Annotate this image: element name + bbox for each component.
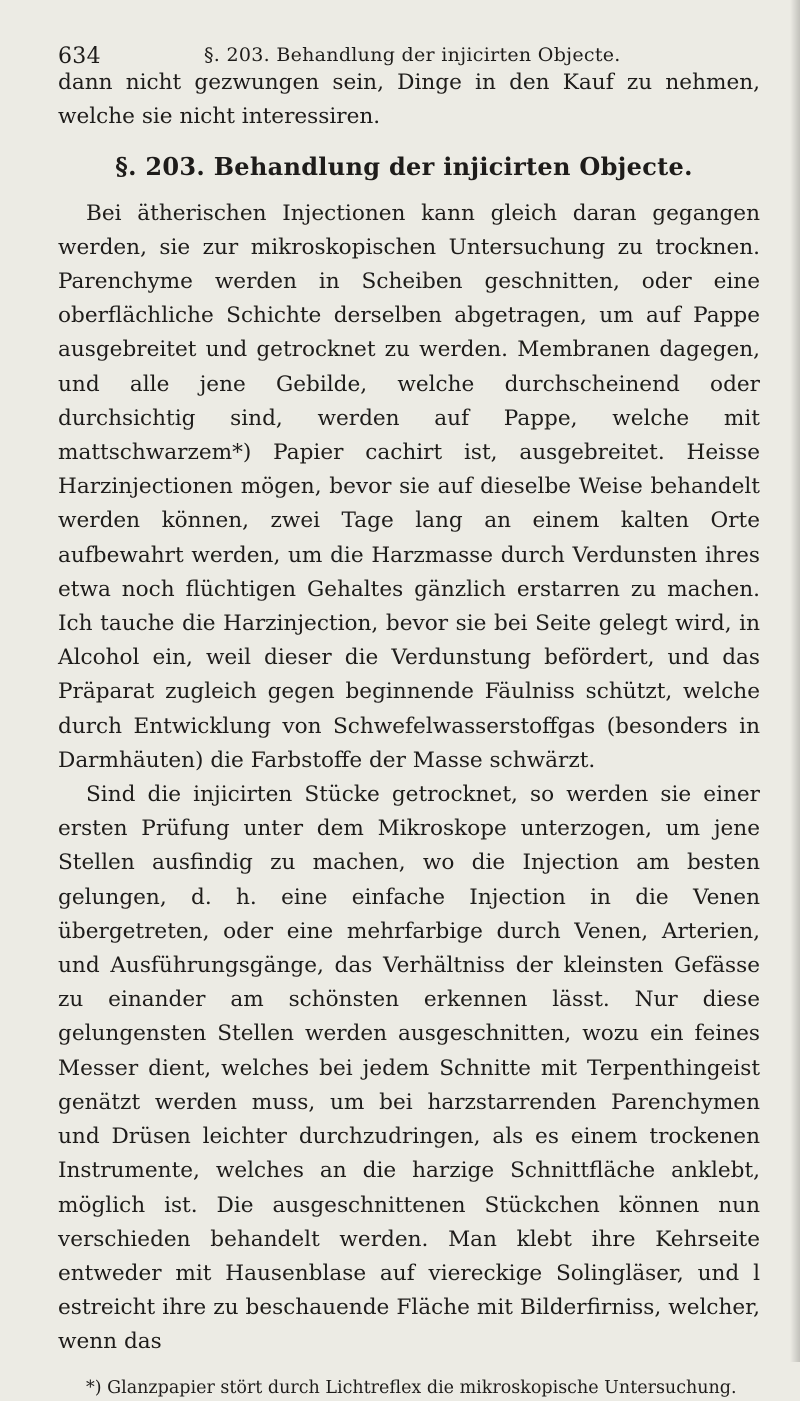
footnote-text: Glanzpapier stört durch Lichtreflex die mikroskopische Untersuchung. bbox=[107, 1377, 737, 1398]
running-title: §. 203. Behandlung der injicirten Objecte. bbox=[204, 44, 621, 66]
footnote-mark: *) bbox=[86, 1377, 102, 1398]
paragraph: Sind die injicirten Stücke getrocknet, so werden sie einer ersten Prüfung unter dem Mikroskope unterzogen, um jene Stellen ausfindig zu machen, wo die Injection am besten gelungen, d. h. eine einfache Injection in die Venen übergetreten, oder eine mehrfarbige durch Venen, Arterien, und Ausführungsgänge, das Verhältniss der kleinsten Gefässe zu einander am schönsten erkennen lässt. Nur diese gelungensten Stellen werden ausgeschnitten, wozu ein feines Messer dient, welches bei jedem Schnitte mit Terpenthingeist genätzt werden muss, um bei harzstarrenden Parenchymen und Drüsen leichter durchzudringen, als es einem trockenen Instrumente, welches an die harzige Schnittfläche anklebt, möglich ist. Die ausgeschnittenen Stückchen können nun verschieden behandelt werden. Man klebt ihre Kehrseite entweder mit Hausenblase auf viereckige Solingläser, und l estreicht ihre zu beschauende Fläche mit Bilderfirniss, welcher, wenn das bbox=[58, 782, 760, 1355]
paragraph-continuation: dann nicht gezwungen sein, Dinge in den Kauf zu nehmen, welche sie nicht interessiren. bbox=[58, 70, 760, 130]
running-header bbox=[58, 30, 760, 69]
paragraph: Bei ätherischen Injectionen kann gleich daran gegangen werden, sie zur mikroskopischen Untersuchung zu trocknen. Parenchyme werden in Scheiben geschnitten, oder eine oberflächliche Schichte derselben abgetragen, um auf Pappe ausgebreitet und getrocknet zu werden. Membranen dagegen, und alle jene Gebilde, welche durchscheinend oder durchsichtig sind, werden auf Pappe, welche mit mattschwarzem*) Papier cachirt ist, ausgebreitet. Heisse Harzinjectionen mögen, bevor sie auf dieselbe Weise behandelt werden können, zwei Tage lang an einem kalten Orte aufbewahrt werden, um die Harzmasse durch Verdunsten ihres etwa noch flüchtigen Gehaltes gänzlich erstarren zu machen. Ich tauche die Harzinjection, bevor sie bei Seite gelegt wird, in Alcohol ein, weil dieser die Verdunstung befördert, und das Präparat zugleich gegen beginnende Fäulniss schützt, welche durch Entwicklung von Schwefelwasserstoffgas (besonders in Darmhäuten) die Farbstoffe der Masse schwärzt. bbox=[58, 200, 760, 773]
section-heading: §. 203. Behandlung der injicirten Objecte. bbox=[115, 152, 693, 182]
page-number: 634 bbox=[58, 44, 101, 69]
footnote bbox=[58, 1376, 760, 1401]
main-text bbox=[58, 66, 760, 1360]
page-edge-shadow bbox=[790, 0, 800, 1362]
